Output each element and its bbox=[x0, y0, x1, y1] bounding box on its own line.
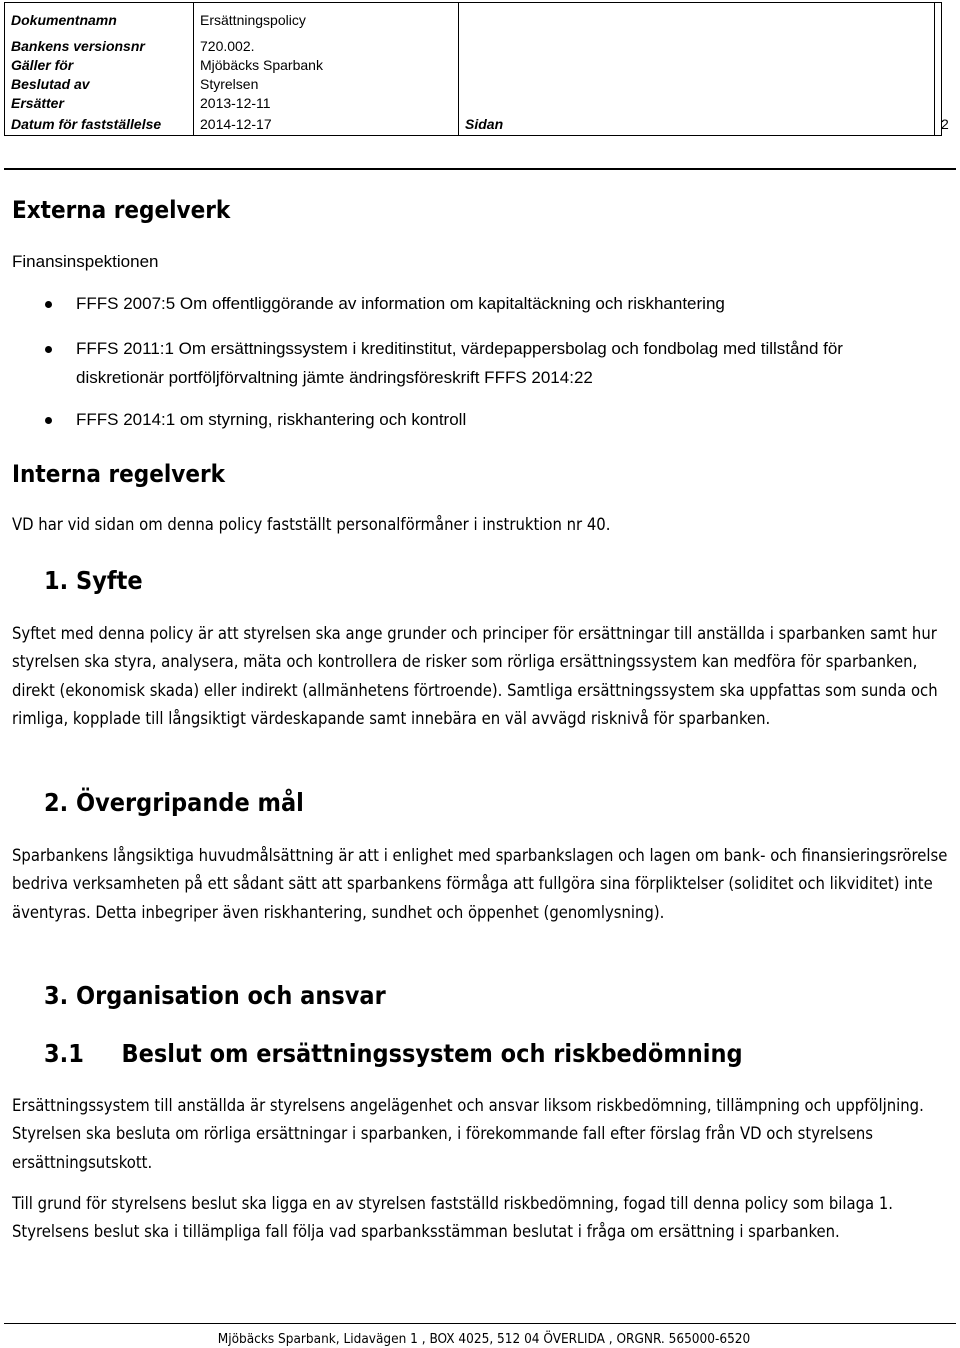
page-label: Sidan bbox=[459, 113, 935, 136]
version-label: Bankens versionsnr bbox=[5, 37, 194, 56]
footer bbox=[0, 1331, 960, 1347]
section-1-heading: 1. Syfte bbox=[44, 566, 143, 595]
external-regulations-list bbox=[12, 335, 912, 392]
list-item: FFFS 2007:5 Om offentliggörande av information om kapitaltäckning och riskhantering bbox=[12, 290, 912, 319]
section-3-1-number: 3.1 bbox=[44, 1039, 84, 1068]
section-3-1-paragraph-1: Ersättningssystem till anställda är styrelsens angelägenhet och ansvar liksom riskbedömning, tillämpning och uppföljning. Styrelsen ska besluta om rörliga ersättningar i sparbanken, i förekommande fall efter förslag från VD och styrelsens ersättningsutskott. bbox=[12, 1096, 924, 1172]
replaces-value: 2013-12-11 bbox=[194, 94, 459, 113]
list-item: FFFS 2011:1 Om ersättningssystem i kreditinstitut, värdepappersbolag och fondbolag med tillstånd för diskretionär portföljförvaltning jämte ändringsföreskrift FFFS 2014:22 bbox=[12, 335, 912, 392]
applies-value: Mjöbäcks Sparbank bbox=[194, 56, 459, 75]
internal-regulations-heading: Interna regelverk bbox=[12, 460, 226, 488]
decided-value: Styrelsen bbox=[194, 75, 459, 94]
document-header-table bbox=[4, 2, 949, 136]
footer-divider bbox=[4, 1323, 956, 1324]
section-1-text: Syftet med denna policy är att styrelsen ska ange grunder och principer för ersättningar till anställda i sparbanken samt hur styrelsen ska styra, analysera, mäta och kontrollera de risker som rörliga ersättningssystem kan medföra för sparbanken, direkt (ekonomisk skada) eller indirekt (allmänhetens förtroende). Samtliga ersättningssystem ska uppfattas som sunda och rimliga, kopplade till långsiktigt värdeskapande samt innebära en väl avvägd risknivå för sparbanken. bbox=[12, 624, 938, 729]
replaces-label: Ersätter bbox=[5, 94, 194, 113]
section-3-heading: 3. Organisation och ansvar bbox=[44, 981, 386, 1010]
section-3-1-paragraph-2: Till grund för styrelsens beslut ska ligga en av styrelsen fastställd riskbedömning, fogad till denna policy som bilaga 1. Styrelsens beslut ska i tillämpliga fall följa vad sparbanksstämman beslutat i fråga om ersättning i sparbanken. bbox=[12, 1194, 894, 1242]
section-3-1-heading bbox=[44, 1039, 743, 1068]
external-regulations-list bbox=[12, 406, 912, 435]
header-divider bbox=[4, 168, 956, 170]
date-value: 2014-12-17 bbox=[194, 113, 459, 136]
authority-name: Finansinspektionen bbox=[12, 252, 159, 271]
footer-text: Mjöbäcks Sparbank, Lidavägen 1 , BOX 4025, 512 04 ÖVERLIDA , ORGNR. 565000-6520 bbox=[217, 1331, 751, 1347]
decided-label: Beslutad av bbox=[5, 75, 194, 94]
document-name-label: Dokumentnamn bbox=[5, 3, 194, 38]
version-value: 720.002. bbox=[194, 37, 459, 56]
section-2-text: Sparbankens långsiktiga huvudmålsättning är att i enlighet med sparbankslagen och lagen om bank- och finansieringsrörelse bedriva verksamheten på ett sådant sätt att sparbankens förmåga att fullgöra sina förpliktelser (soliditet och likviditet) inte äventyras. Detta inbegriper även riskhantering, sundhet och öppenhet (genomlysning). bbox=[12, 846, 948, 922]
section-3-1-title: Beslut om ersättningssystem och riskbedömning bbox=[121, 1039, 743, 1068]
document-name-value: Ersättningspolicy bbox=[194, 3, 459, 38]
internal-regulations-text: VD har vid sidan om denna policy fastställt personalförmåner i instruktion nr 40. bbox=[12, 515, 611, 534]
date-label: Datum för fastställelse bbox=[5, 113, 194, 136]
external-regulations-heading: Externa regelverk bbox=[12, 196, 231, 224]
page-number: 2 bbox=[935, 113, 942, 136]
list-item: FFFS 2014:1 om styrning, riskhantering och kontroll bbox=[12, 406, 912, 435]
applies-label: Gäller för bbox=[5, 56, 194, 75]
external-regulations-list bbox=[12, 290, 912, 319]
section-2-heading: 2. Övergripande mål bbox=[44, 788, 304, 817]
